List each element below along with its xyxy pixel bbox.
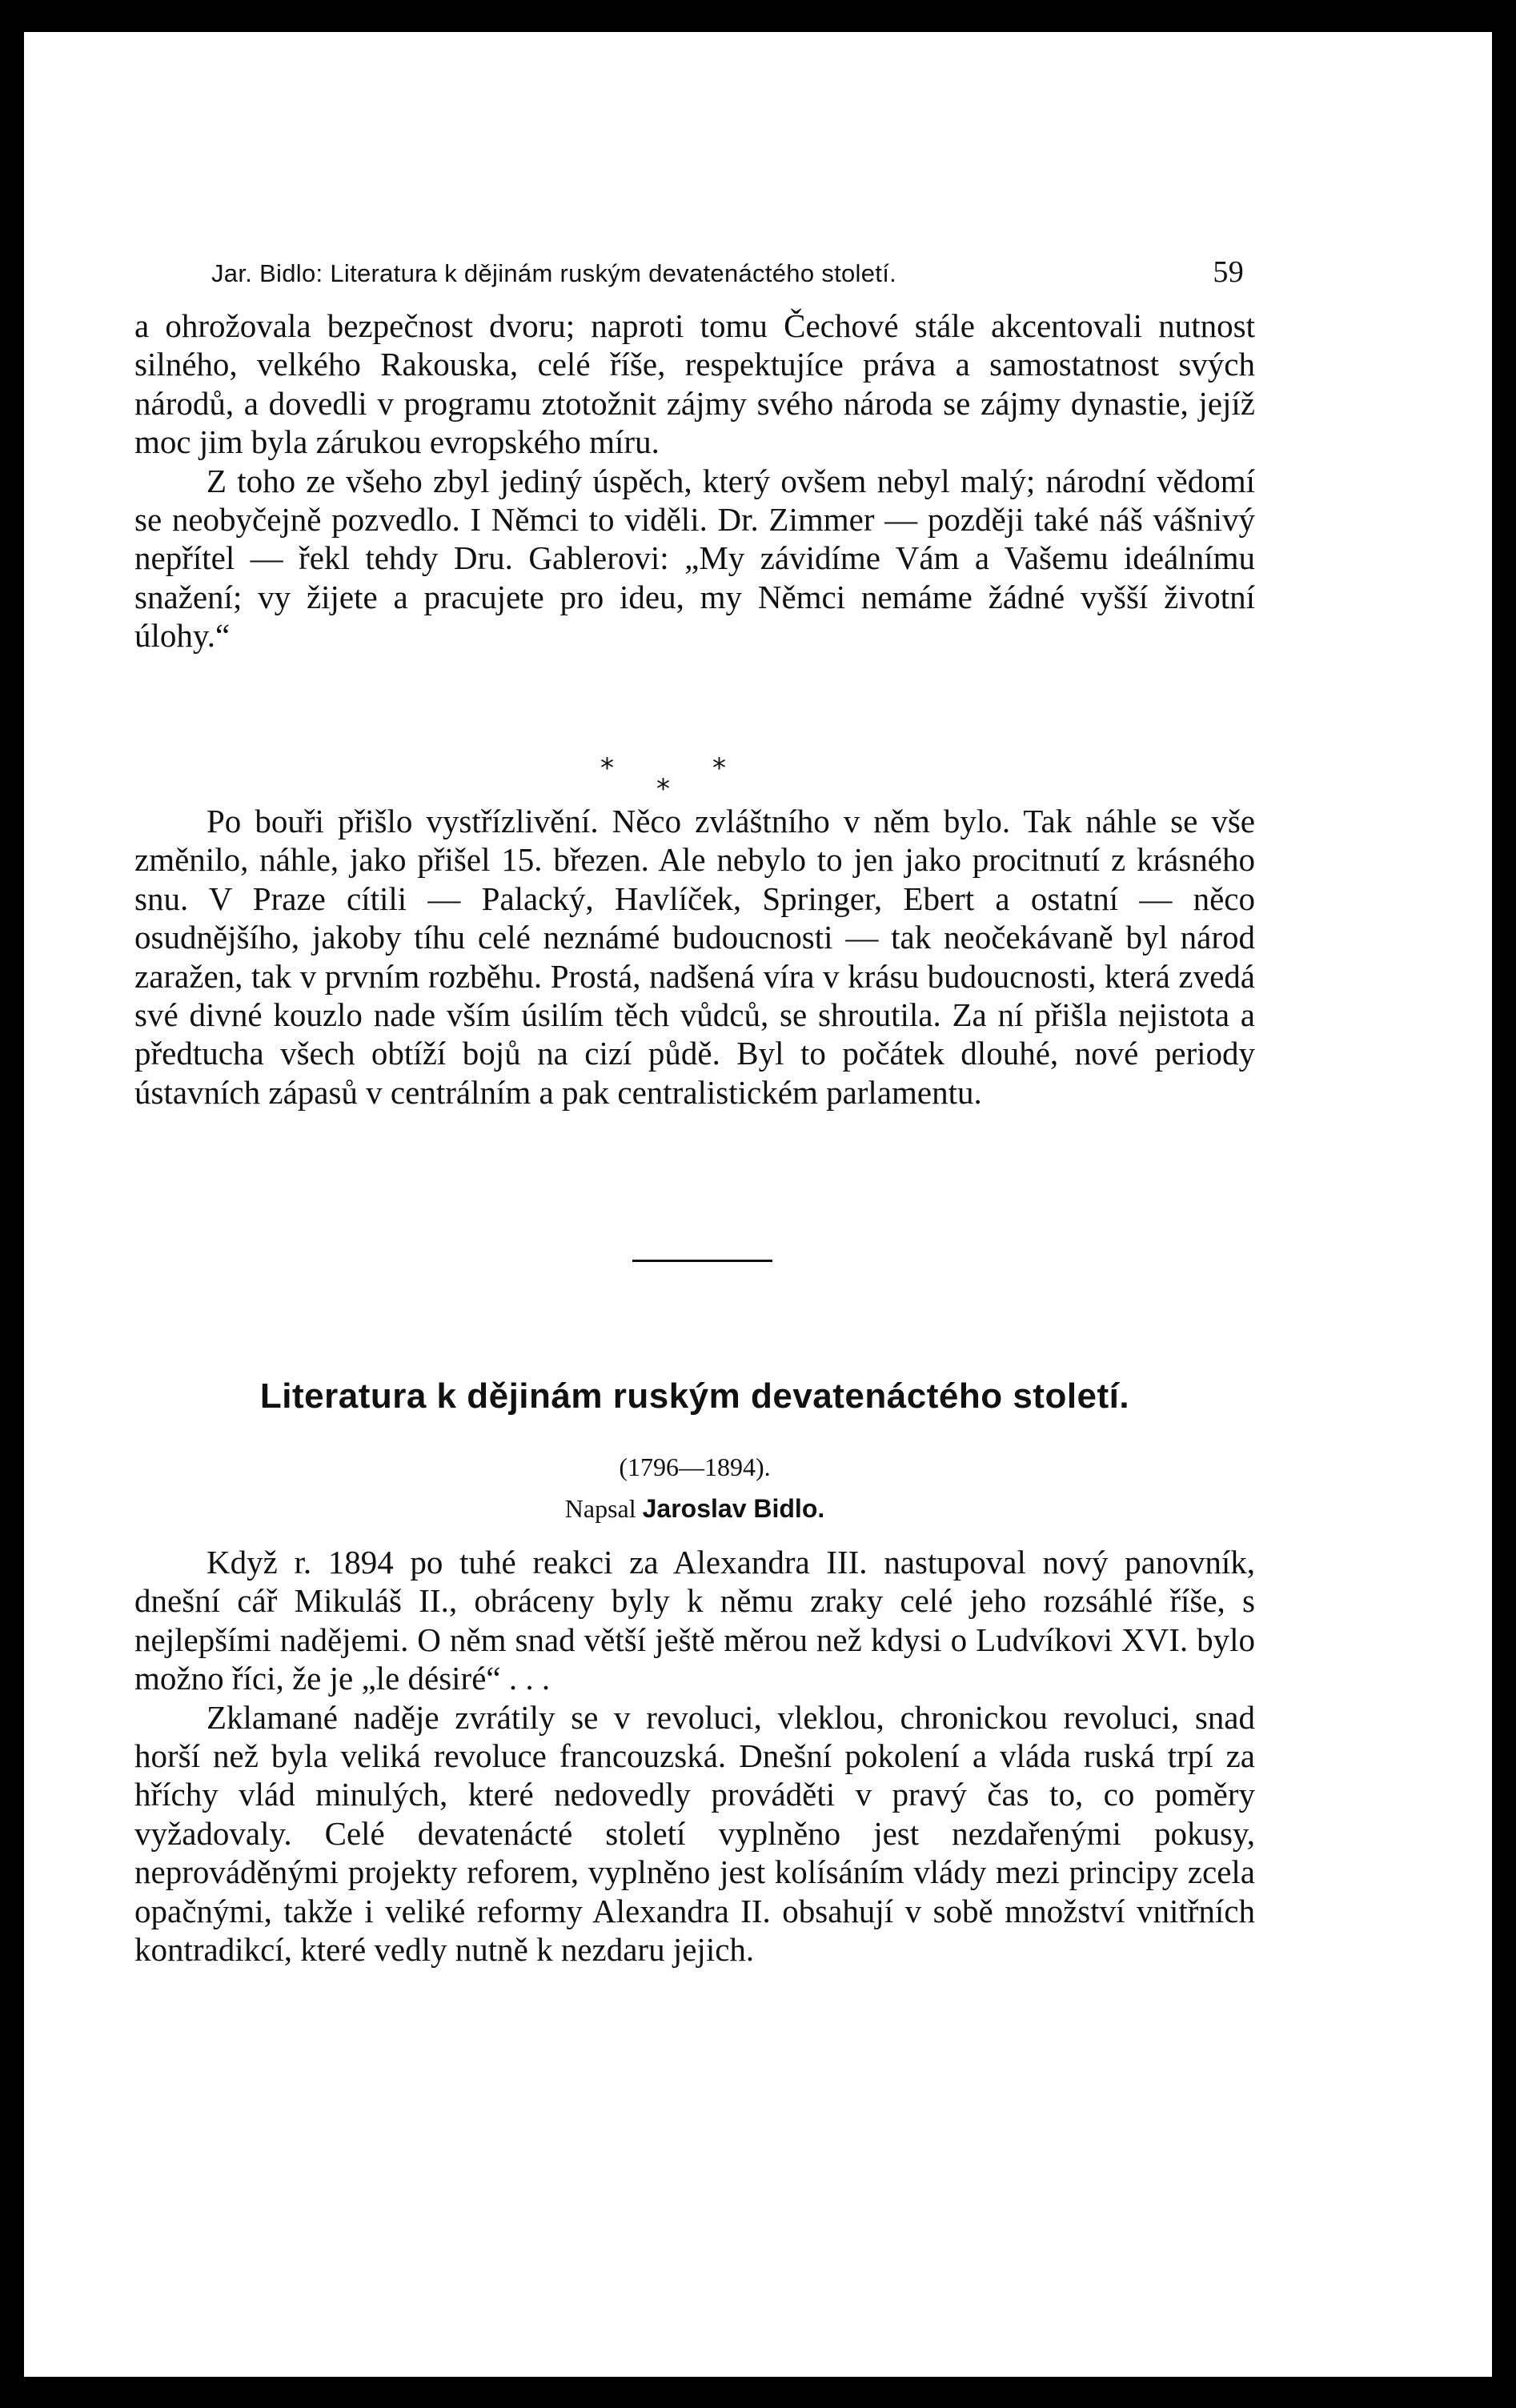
running-head-title: Jar. Bidlo: Literatura k dějinám ruským devatenáctého století. <box>211 259 897 287</box>
book-page <box>24 32 1492 2377</box>
page-number: 59 <box>1213 255 1244 289</box>
running-head <box>211 254 1244 290</box>
byline-prefix: Napsal <box>564 1494 643 1523</box>
asterisk: * <box>712 752 726 784</box>
author-name: Jaroslav Bidlo. <box>642 1494 825 1523</box>
section-rule <box>632 1260 772 1262</box>
paragraph: Když r. 1894 po tuhé reakci za Alexandra III. nastupoval nový panovník, dnešní cář Mikuláš II., obráceny byly k němu zraky celé jeho rozsáhlé říše, s nejlepšími nadějemi. O něm snad větší ještě měrou než kdysi o Ludvíkovi XVI. bylo možno říci, že je „le désiré“ . . . <box>134 1544 1255 1697</box>
article-byline <box>134 1494 1255 1524</box>
article-dates: (1796—1894). <box>619 1452 771 1481</box>
asterism-divider <box>576 752 768 805</box>
article-body <box>134 1543 1255 1969</box>
paragraph: Z toho ze všeho zbyl jediný úspěch, který ovšem nebyl malý; národní vědomí se neobyčejně pozvedlo. I Němci to viděli. Dr. Zimmer — později také náš vášnivý nepřítel — řekl tehdy Dru. Gablerovi: „My závidíme Vám a Vašemu ideálnímu snažení; vy žijete a pracujete pro ideu, my Němci nemáme žádné vyšší životní úlohy.“ <box>134 462 1255 655</box>
asterisk: * <box>600 752 614 784</box>
paragraph: Zklamané naděje zvrátily se v revoluci, vleklou, chronickou revoluci, snad horší než byla veliká revoluce francouzská. Dnešní pokolení a vláda ruská trpí za hříchy vlád minulých, které nedovedly prováděti v pravý čas to, co poměry vyžadovaly. Celé devatenácté století vyplněno jest nezdařenými pokusy, neprováděnými projekty reforem, vyplněno jest kolísáním vlády mezi principy zcela opačnými, takže i veliké reformy Alexandra II. obsahují v sobě množství vnitřních kontradikcí, které vedly nutně k nezdaru jejich. <box>134 1698 1255 1969</box>
section-one-text <box>134 307 1255 655</box>
section-two-text <box>134 802 1255 1112</box>
article-title: Literatura k dějinám ruským devatenáctého století. <box>259 1376 1130 1416</box>
asterisk: * <box>656 773 670 805</box>
paragraph: Po bouři přišlo vystřízlivění. Něco zvláštního v něm bylo. Tak náhle se vše změnilo, náhle, jako přišel 15. březen. Ale nebylo to jen jako procitnutí z krásného snu. V Praze cítili — Palacký, Havlíček, Springer, Ebert a ostatní — něco osudnějšího, jakoby tíhu celé neznámé budoucnosti — tak neočekávaně byl národ zaražen, tak v prvním rozběhu. Prostá, nadšená víra v krásu budoucnosti, která zvedá své divné kouzlo nade vším úsilím těch vůdců, se shroutila. Za ní přišla nejistota a předtucha všech obtíží bojů na cizí půdě. Byl to počátek dlouhé, nové periody ústavních zápasů v centrálním a pak centralistickém parlamentu. <box>134 803 1255 1111</box>
paragraph: a ohrožovala bezpečnost dvoru; naproti tomu Čechové stále akcentovali nutnost silného, velkého Rakouska, celé říše, respektujíce práva a samostatnost svých národů, a dovedli v programu ztotožnit zájmy svého národa se zájmy dynastie, jejíž moc jim byla zárukou evropského míru. <box>134 307 1255 461</box>
